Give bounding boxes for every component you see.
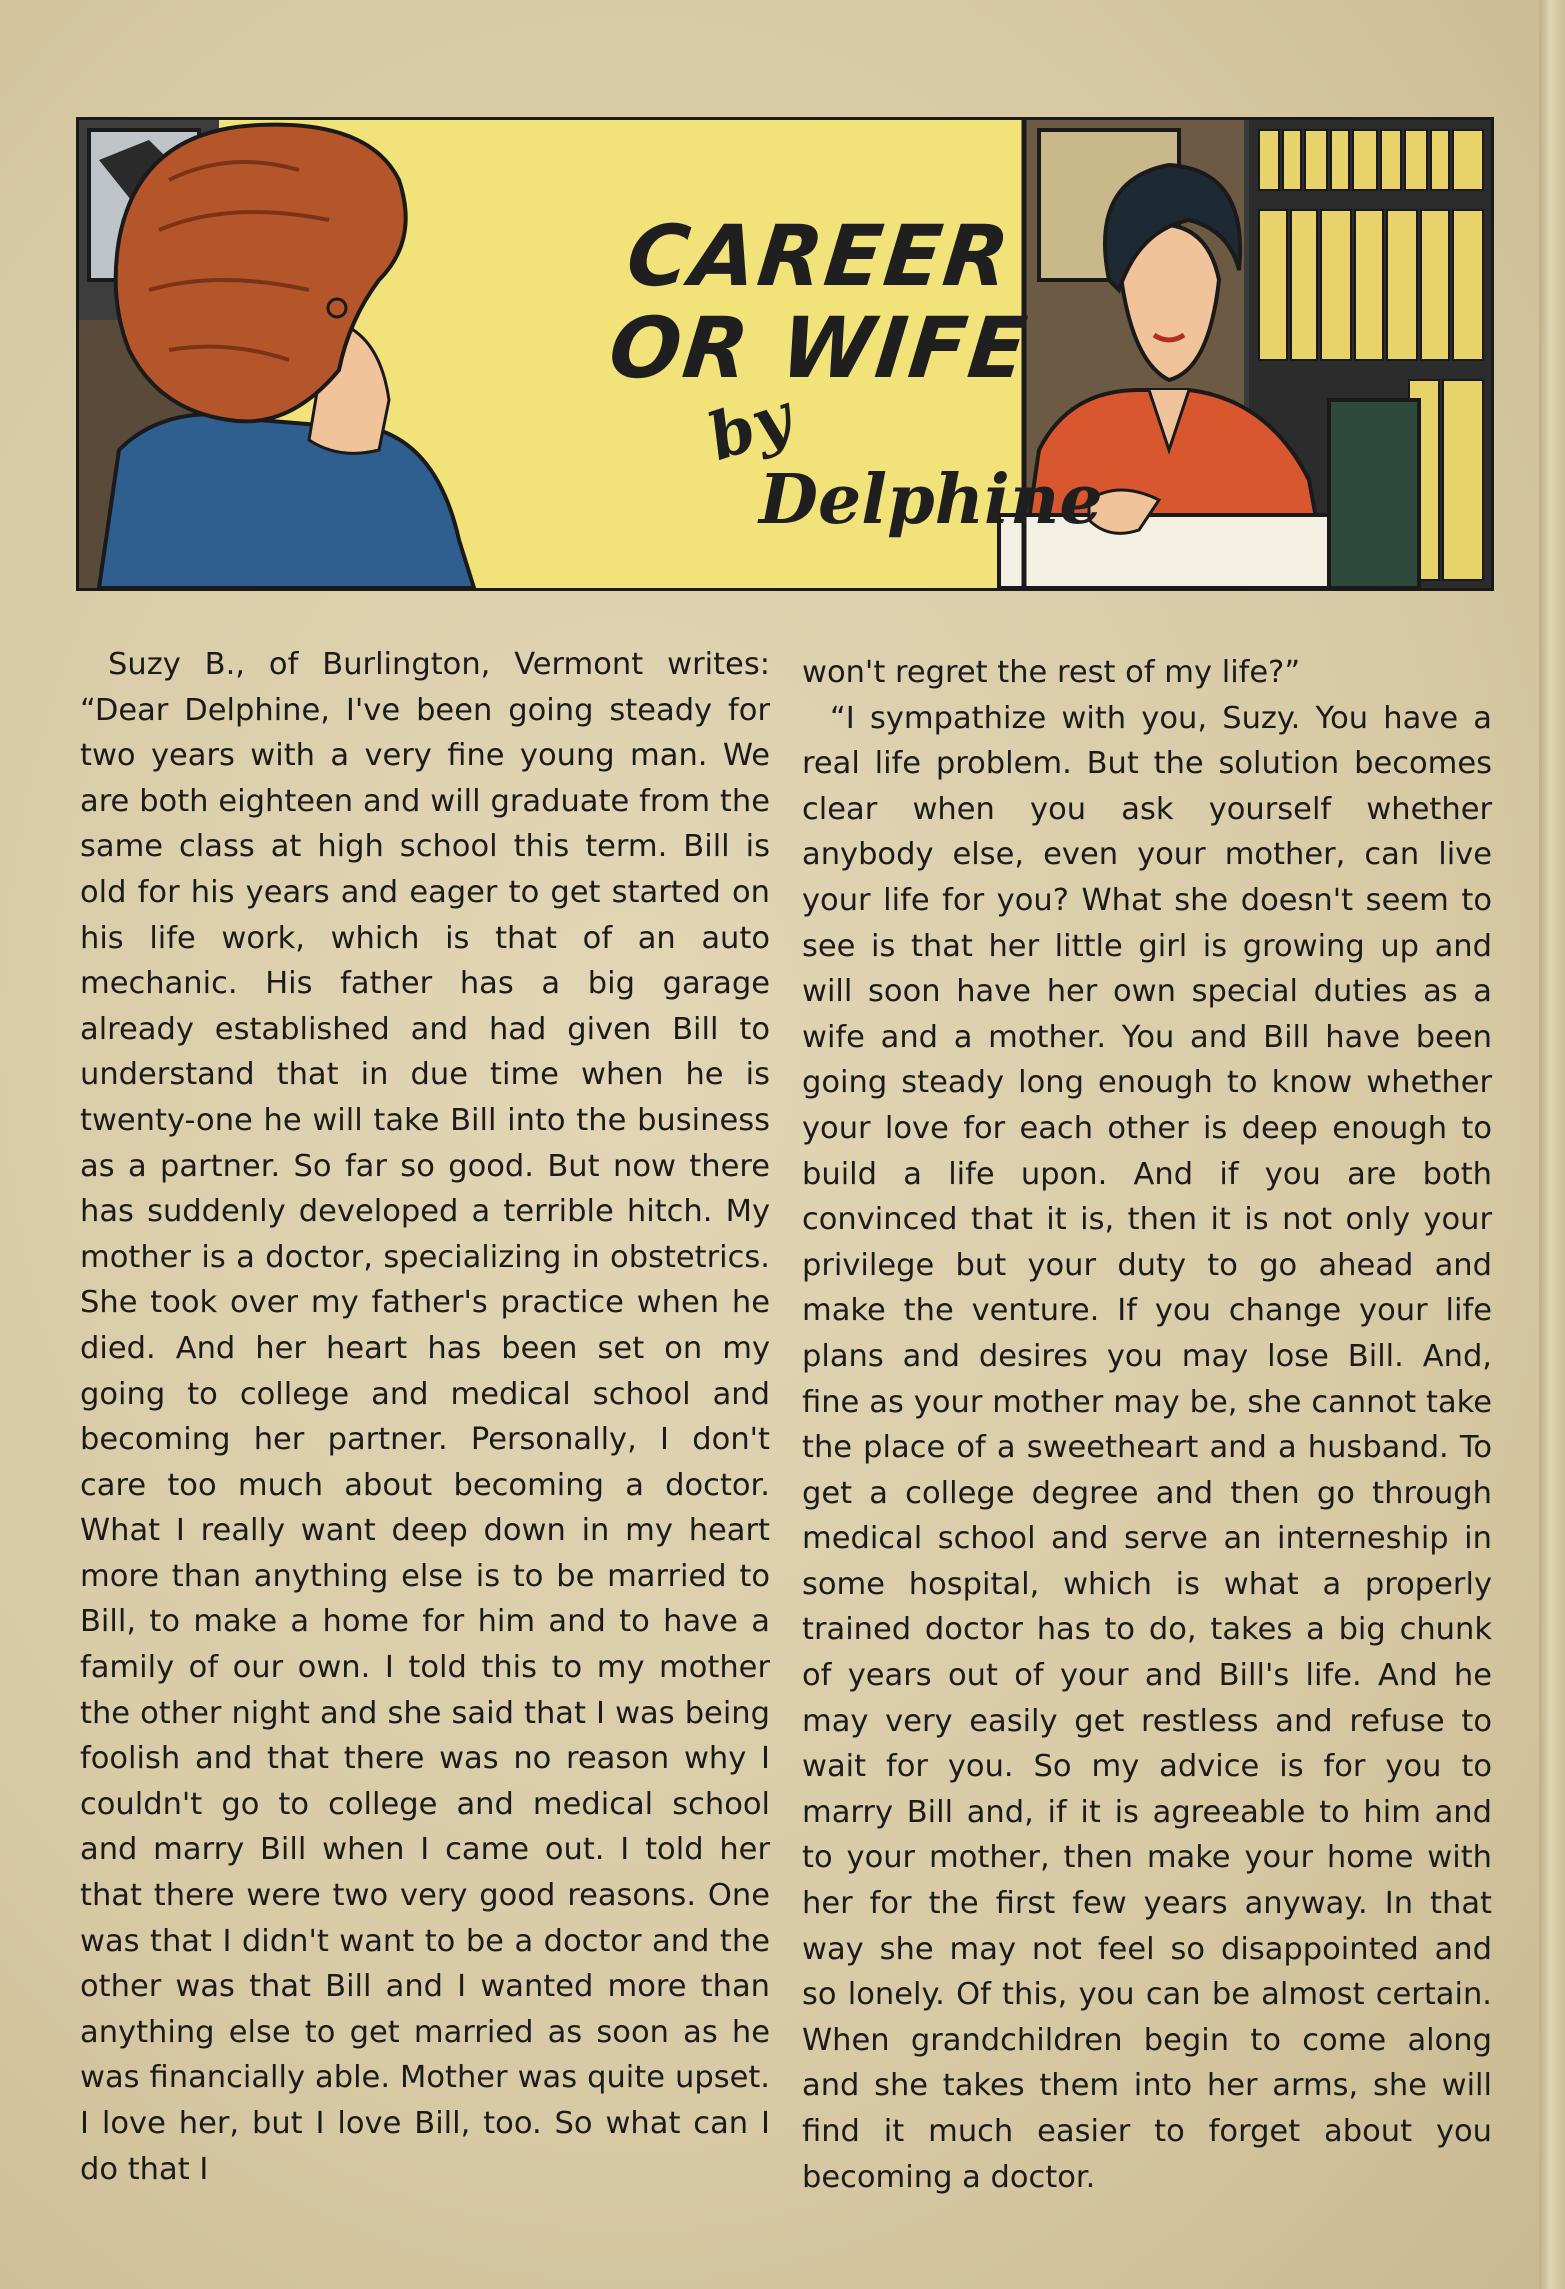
story-title [559, 207, 1079, 397]
page-edge [1539, 0, 1565, 2289]
advice-answer: “I sympathize with you, Suzy. You have a real life problem. But the solution becomes clear when you ask yourself whether anybody else, even your mother, can live your life for you? What she doesn't seem to see is that her little girl is growing up and will soon have her own special duties as a wife and a mother. You and Bill have been going steady long enough to know whether your love for each other is deep enough to build a life upon. And if you are both convinced that it is, then it is not only your privilege but your duty to go ahead and make the venture. If you change your life plans and desires you may lose Bill. And, fine as your mother may be, she cannot take the place of a sweetheart and a husband. To get a college degree and then go through medical school and serve an interneship in some hospital, which is what a properly trained doctor has to do, takes a big chunk of years out of your and Bill's life. And he may very easily get restless and refuse to wait for you. So my advice is for you to marry Bill and, if it is agreeable to him and to your mother, then make your home with her for the first few years anyway. In that way she may not feel so disappointed and so lonely. Of this, you can be almost certain. When grandchildren begin to come along and she takes them into her arms, she will find it much easier to forget about you becoming a doctor. [802, 700, 1492, 2195]
letter-ending: won't regret the rest of my life?” [802, 655, 1301, 690]
left-column [80, 642, 770, 2192]
title-line-2: OR WIFE [604, 299, 1034, 397]
office-chair [1329, 400, 1419, 588]
reader-letter: Suzy B., of Burlington, Vermont writes: “Dear Delphine, I've been going steady for two years with a very fine young man. We are both eighteen and will graduate from the same class at high school this term. Bill is old for his years and eager to get started on his life work, which is that of an auto mechanic. His father has a big garage already established and had given Bill to understand that in due time when he is twenty-one he will take Bill into the business as a partner. So far so good. But now there has suddenly developed a terrible hitch. My mother is a doctor, specializing in obstetrics. She took over my father's practice when he died. And her heart has been set on my going to college and medical school and becoming her partner. Personally, I don't care too much about becoming a doctor. What I really want deep down in my heart more than anything else is to be married to Bill, to make a home for him and to have a family of our own. I told this to my mother the other night and she said that I was being foolish and that there was no reason why I couldn't go to college and medical school and marry Bill when I came out. I told her that there were two very good reasons. One was that I didn't want to be a doctor and the other was that Bill and I wanted more than anything else to get married as soon as he was financially able. Mother was quite upset. I love her, but I love Bill, too. So what can I do that I [80, 647, 770, 2187]
author-name: Delphine [759, 460, 1103, 540]
right-column [802, 650, 1492, 2200]
title-line-1: CAREER [622, 207, 1016, 305]
byline-by: by [699, 379, 801, 476]
blue-sweater [99, 414, 474, 588]
title-banner [76, 117, 1494, 591]
